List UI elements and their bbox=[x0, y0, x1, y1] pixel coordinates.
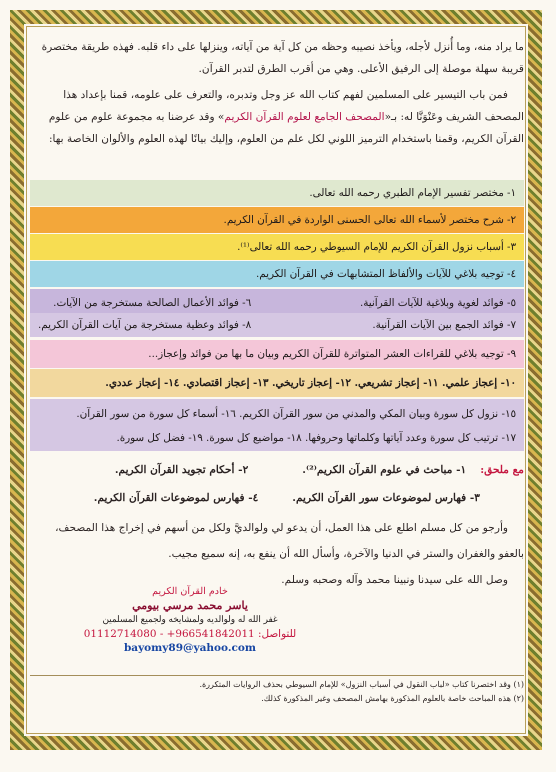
band-4 bbox=[30, 261, 524, 287]
band-9 bbox=[30, 340, 524, 368]
item-1: ١- مختصر تفسير الإمام الطبري رحمه الله تعالى. bbox=[309, 187, 516, 199]
band-2 bbox=[30, 207, 524, 233]
appendix-row-2 bbox=[30, 487, 524, 509]
footnotes bbox=[30, 675, 524, 706]
band-5-8-right bbox=[360, 293, 516, 337]
item-6: ٦- فوائد الأعمال الصالحة مستخرجة من الآيات. bbox=[53, 297, 252, 309]
signature-prayer: غفر الله له ولوالديه ولمشايخه ولجميع المسلمين bbox=[102, 615, 278, 625]
intro-text bbox=[30, 36, 524, 150]
appendix-1: ١- مباحث في علوم القرآن الكريم⁽²⁾. bbox=[302, 464, 467, 476]
footnote-2: (٢) هذه المباحث خاصة بالعلوم المذكورة بهامش المصحف وغير المذكورة كذلك. bbox=[261, 694, 524, 703]
band-5-8 bbox=[30, 289, 524, 337]
item-8: ٨- فوائد وعظية مستخرجة من آيات القرآن الكريم. bbox=[38, 319, 252, 331]
para2-line-3: القرآن الكريم، وقمنا باستخدام الترميز اللوني لكل علم من العلوم، وإليك بيانًا لهذه العلوم والألوان الخاصة بها: bbox=[48, 133, 524, 145]
para2-line-2-a: المصحف الشريف وعَنْوَنَّا له: بـ« bbox=[384, 111, 524, 123]
closing-line-1: وأرجو من كل مسلم اطلع على هذا العمل، أن يدعو لي ولوالديَّ ولكل من أسهم في إخراج هذا المصحف، bbox=[55, 522, 508, 534]
contact-phones: 01112714080 - +966541842011 bbox=[83, 628, 255, 640]
item-15-16: ١٥- نزول كل سورة وبيان المكي والمدني من سور القرآن الكريم. ١٦- أسماء كل سورة من سور القرآن. bbox=[76, 408, 516, 420]
para2-line-2 bbox=[30, 106, 524, 128]
contact-label: للتواصل: bbox=[257, 628, 297, 640]
item-10-14: ١٠- إعجاز علمي. ١١- إعجاز تشريعي. ١٢- إعجاز تاريخي. ١٣- إعجاز اقتصادي. ١٤- إعجاز عددي. bbox=[105, 377, 516, 389]
item-7: ٧- فوائد الجمع بين الآيات القرآنية. bbox=[372, 319, 516, 331]
band-5-8-left bbox=[38, 293, 251, 337]
appendix-row-1 bbox=[30, 459, 524, 481]
item-2: ٢- شرح مختصر لأسماء الله تعالى الحسنى الواردة في القرآن الكريم. bbox=[223, 214, 516, 226]
band-10-14 bbox=[30, 369, 524, 397]
appendix-label: مع ملحق: bbox=[480, 464, 524, 476]
signature-name: ياسر محمد مرسي بيومي bbox=[132, 599, 248, 612]
para2-line-2-b: » وقد عرضنا به مجموعة علوم من علوم bbox=[48, 111, 225, 123]
band-3 bbox=[30, 234, 524, 260]
closing-line-2: بالعفو والغفران والستر في الدنيا والآخرة، وأسأل الله أن ينفع به، إنه سميع مجيب. bbox=[168, 548, 524, 560]
para2-line-1: فمن باب التيسير على المسلمين لفهم كتاب الله عز وجل وتدبره، والتعرف على علومه، قمنا بإعداد هذا bbox=[63, 89, 508, 101]
appendix-2: ٢- أحكام تجويد القرآن الكريم. bbox=[114, 464, 249, 476]
appendix bbox=[30, 459, 524, 591]
signature-contact bbox=[80, 627, 300, 641]
appendix-3: ٣- فهارس لموضوعات سور القرآن الكريم. bbox=[292, 492, 480, 504]
item-3: ٣- أسباب نزول القرآن الكريم للإمام السيوطي رحمه الله تعالى⁽¹⁾. bbox=[237, 241, 516, 253]
footnote-1: (١) وقد اختصرنا كتاب «لباب النقول في أسباب النزول» للإمام السيوطي بحذف الروايات المتكررة. bbox=[199, 680, 524, 689]
band-1 bbox=[30, 180, 524, 206]
closing-line-3: وصل الله على سيدنا ونبينا محمد وآله وصحبه وسلم. bbox=[281, 574, 508, 586]
item-4: ٤- توجيه بلاغي للآيات والألفاظ المتشابهات في القرآن الكريم. bbox=[255, 268, 516, 280]
contact-email[interactable]: bayomy89@yahoo.com bbox=[123, 642, 257, 654]
intro-line-2: قريبة سهلة موصلة إلى الرفيق الأعلى. وهي من أقرب الطرق لتدبر القرآن. bbox=[198, 63, 524, 75]
mushaf-title: المصحف الجامع لعلوم القرآن الكريم bbox=[224, 111, 385, 123]
intro-line-1: ما يراد منه، وما أُنزل لأجله، ويأخذ نصيبه وحظه من كل آية من آياته، وينزلها على داء قلبه. فهذه طريقة مختصرة bbox=[41, 41, 524, 53]
signature bbox=[80, 585, 300, 655]
item-17-19: ١٧- ترتيب كل سورة وعدد آياتها وكلماتها وحروفها. ١٨- مواضيع كل سورة. ١٩- فضل كل سورة. bbox=[116, 432, 516, 444]
item-9: ٩- توجيه بلاغي للقراءات العشر المتواترة للقرآن الكريم وبيان ما بها من فوائد وإعجاز... bbox=[148, 348, 516, 360]
signature-role: خادم القرآن الكريم bbox=[152, 586, 228, 597]
item-5: ٥- فوائد لغوية وبلاغية للآيات القرآنية. bbox=[359, 297, 516, 309]
band-15-19 bbox=[30, 399, 524, 451]
appendix-4: ٤- فهارس لموضوعات القرآن الكريم. bbox=[93, 492, 259, 504]
